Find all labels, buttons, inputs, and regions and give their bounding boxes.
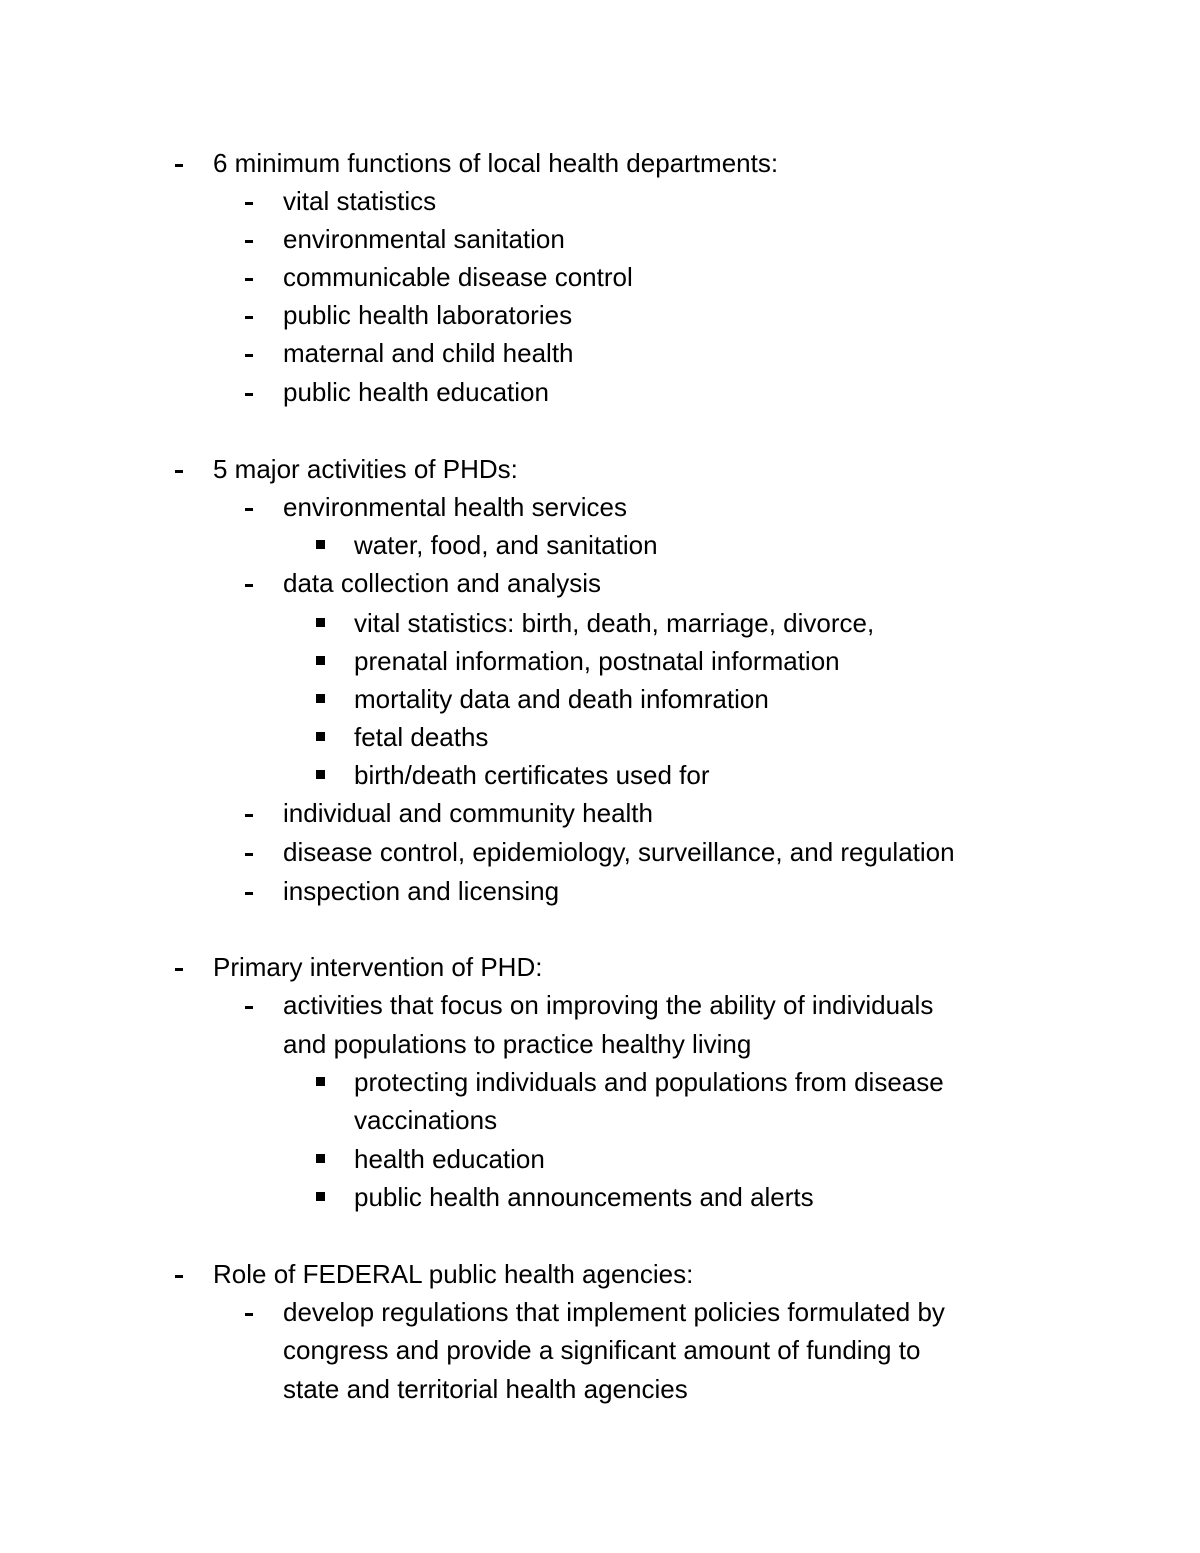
dash-bullet-icon [175,450,195,488]
dash-bullet-icon [245,488,265,526]
dash-bullet-icon [245,794,265,832]
document-page: 6 minimum functions of local health departments: vital statistics environmental sanitation communicable disease control public health laboratories maternal and child health public health education 5 major activities of PHDs: environmental health services water, food, and sanitation data collection and analysis vital statistics: birth, death, marriage, divorce, prenatal information, postnatal information mortality data and death infomration fetal deaths birth/death certificates used for individual and community health disease control, epidemiology, surveillance, and regulation inspection and licensing Primary intervention of PHD: activities that focus on improving the ability of individuals and populations to practice healthy living protecting individuals and populations from disease vaccinations health education public health announcements and alerts Role of FEDERAL public health agencies: develop regulations that implement policies formulated by congress and provide a significant amount of funding to state and territorial health agencies [0,0,1200,1553]
square-bullet-icon [316,1178,336,1216]
dash-bullet-icon [175,948,195,986]
dash-bullet-icon [245,182,265,220]
dash-bullet-icon [245,1293,265,1331]
dash-bullet-icon [245,872,265,910]
sub-list-item-continuation: vaccinations [354,1105,498,1135]
list-item-continuation: congress and provide a significant amount of funding to [283,1335,921,1365]
dash-bullet-icon [245,564,265,602]
square-bullet-icon [316,680,336,718]
dash-bullet-icon [175,144,195,182]
dash-bullet-icon [245,296,265,334]
list-item-continuation: and populations to practice healthy living [283,1029,752,1059]
square-bullet-icon [316,718,336,756]
dash-bullet-icon [245,258,265,296]
list-item-continuation: state and territorial health agencies [283,1374,688,1404]
dash-bullet-icon [245,833,265,871]
dash-bullet-icon [245,334,265,372]
square-bullet-icon [316,756,336,794]
dash-bullet-icon [245,373,265,411]
square-bullet-icon [316,1140,336,1178]
dash-bullet-icon [245,220,265,258]
square-bullet-icon [316,642,336,680]
dash-bullet-icon [175,1255,195,1293]
dash-bullet-icon [245,986,265,1024]
square-bullet-icon [316,1063,336,1101]
square-bullet-icon [316,526,336,564]
square-bullet-icon [316,604,336,642]
